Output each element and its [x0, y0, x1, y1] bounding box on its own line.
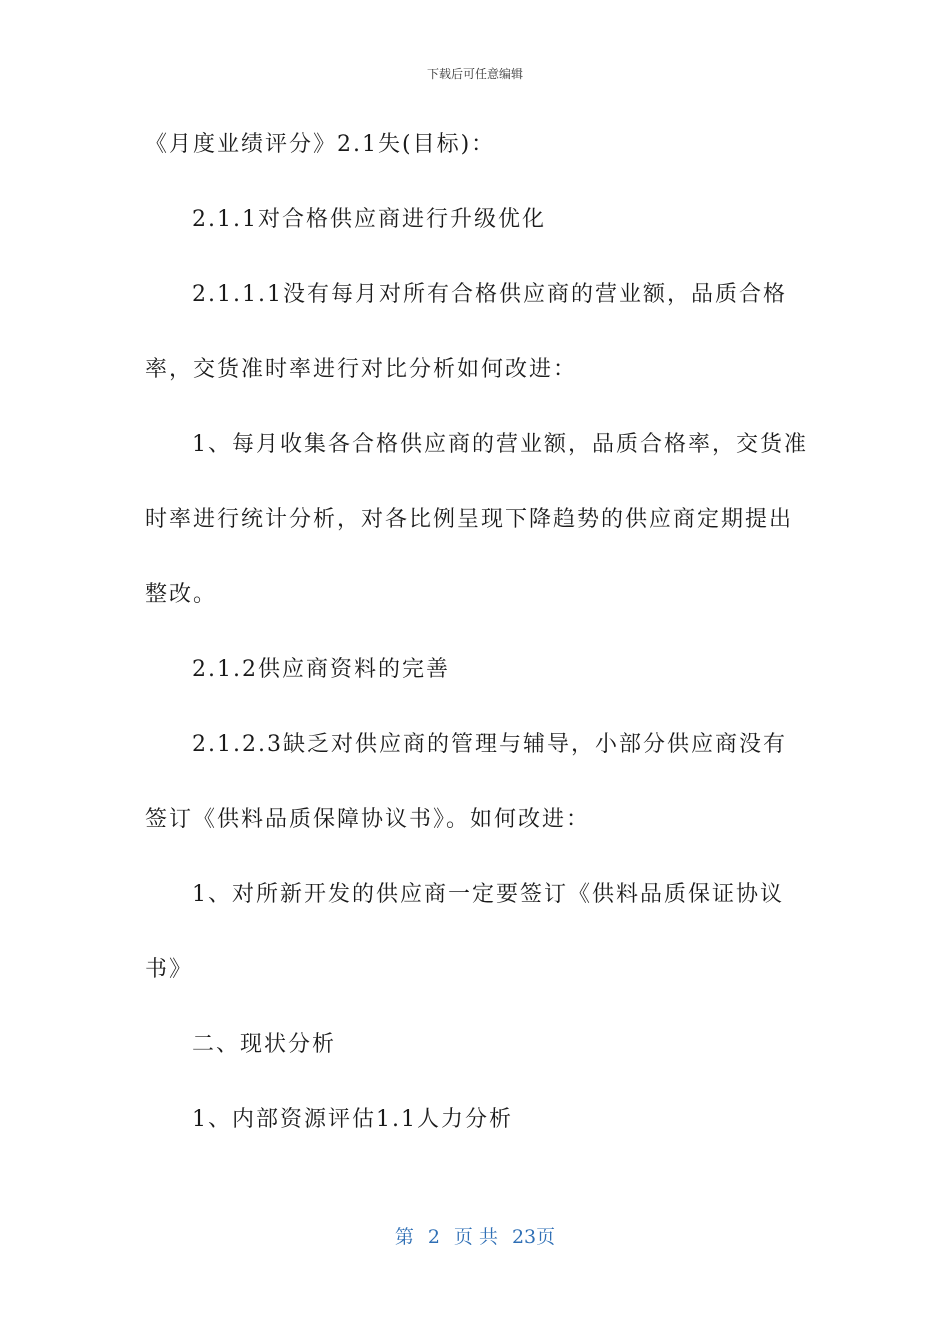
paragraph-line: 2.1.1对合格供应商进行升级优化	[192, 207, 546, 232]
paragraph-line: 率，交货准时率进行对比分析如何改进：	[145, 357, 578, 382]
paragraph-line: 2.1.1.1没有每月对所有合格供应商的营业额，品质合格	[192, 282, 787, 307]
page-number-footer	[0, 1222, 950, 1252]
page-prefix: 第	[394, 1226, 414, 1248]
page-suffix: 页	[536, 1226, 556, 1248]
page-middle: 页 共	[453, 1226, 498, 1248]
paragraph-line: 1、内部资源评估1.1人力分析	[192, 1107, 513, 1132]
paragraph-line: 1、对所新开发的供应商一定要签订《供料品质保证协议	[192, 882, 784, 907]
paragraph-line: 时率进行统计分析，对各比例呈现下降趋势的供应商定期提出	[145, 507, 794, 532]
current-page-number: 2	[427, 1226, 440, 1248]
paragraph-line: 签订《供料品质保障协议书》。如何改进：	[145, 807, 591, 832]
page-header	[0, 64, 950, 84]
page-header-text: 下载后可任意编辑	[426, 67, 523, 81]
paragraph-line: 《月度业绩评分》2.1失(目标)：	[145, 132, 496, 157]
paragraph-line: 整改。	[145, 582, 218, 607]
paragraph-line: 2.1.2供应商资料的完善	[192, 657, 450, 682]
paragraph-line: 书》	[145, 957, 194, 982]
section-heading: 二、现状分析	[192, 1032, 337, 1057]
paragraph-line: 2.1.2.3缺乏对供应商的管理与辅导，小部分供应商没有	[192, 732, 787, 757]
total-page-number: 23	[511, 1226, 537, 1248]
paragraph-line: 1、每月收集各合格供应商的营业额，品质合格率，交货准	[192, 432, 808, 457]
